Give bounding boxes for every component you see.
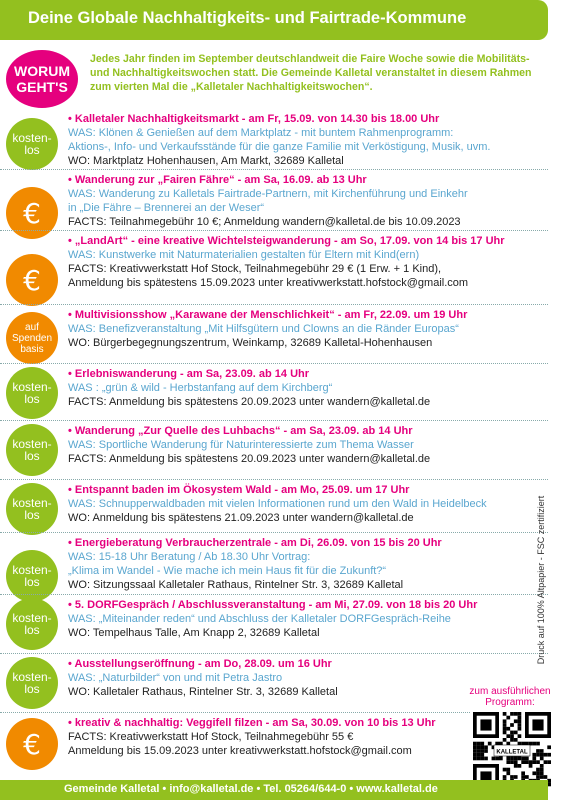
- event-body: [68, 483, 548, 525]
- event-body: [68, 367, 548, 409]
- event-detail-line: FACTS: Anmeldung bis spätestens 20.09.2023 unter wandern@kalletal.de: [68, 396, 431, 408]
- event-detail-line: WAS: Schnupperwaldbaden mit vielen Informationen rund um den Wald in Heidelbeck: [68, 498, 487, 510]
- event-detail-line: WAS: Benefizveranstaltung „Mit Hilfsgütern und Clowns an die Ränder Europas“: [68, 323, 459, 335]
- event-body: [68, 424, 548, 466]
- event-detail-line: WO: Tempelhaus Talle, Am Knapp 2, 32689 Kalletal: [68, 627, 320, 639]
- event-detail-line: WAS: Kunstwerke mit Naturmaterialien gestalten für Eltern mit Kind(ern): [68, 249, 420, 261]
- free-badge: [6, 483, 58, 535]
- euro-icon: [6, 254, 58, 306]
- event-detail-line: Anmeldung bis spätestens 15.09.2023 unter kreativwerkstatt.hofstock@gmail.com: [68, 277, 469, 289]
- event-detail-line: WAS: „Miteinander reden“ und Abschluss der Kalletaler DORFGespräch-Reihe: [68, 613, 451, 625]
- event-body: [68, 308, 548, 350]
- euro-icon: [6, 718, 58, 770]
- event-detail-line: Aktions-, Info- und Verkaufsstände für die ganze Familie mit Verköstigung, Musik, uvm.: [68, 141, 491, 153]
- qr-label-line2: Programm:: [485, 697, 535, 708]
- donation-badge-text: Spenden: [11, 332, 53, 344]
- free-badge-text: kosten-: [12, 563, 52, 577]
- event-title: • 5. DORFGespräch / Abschlussveranstaltung - am Mi, 27.09. von 18 bis 20 Uhr: [68, 599, 478, 611]
- qr-logo-text: KALLETAL: [496, 749, 528, 756]
- free-badge-text: los: [24, 682, 40, 696]
- free-badge-text: los: [24, 143, 40, 157]
- event-divider: [0, 653, 548, 654]
- event-title: • Multivisionsshow „Karawane der Menschlichkeit“ - am Fr, 22.09. um 19 Uhr: [68, 309, 468, 321]
- event-title: • kreativ & nachhaltig: Veggifell filzen - am Sa, 30.09. von 10 bis 13 Uhr: [68, 717, 436, 729]
- event-divider: [0, 230, 548, 231]
- qr-code[interactable]: [470, 712, 554, 790]
- event-detail-line: FACTS: Anmeldung bis spätestens 20.09.2023 unter wandern@kalletal.de: [68, 453, 431, 465]
- event-detail-line: WO: Anmeldung bis spätestens 21.09.2023 unter wandern@kalletal.de: [68, 512, 414, 524]
- event-detail-line: WAS: „Naturbilder“ von und mit Petra Jastro: [68, 672, 283, 684]
- intro-badge-line1: WORUM: [14, 63, 70, 79]
- event-detail-line: WAS: Wanderung zu Kalletals Fairtrade-Partnern, mit Kirchenführung und Einkehr: [68, 188, 468, 200]
- intro-text: Jedes Jahr finden im September deutschlandweit die Faire Woche sowie die Mobilitäts- und Nachhaltigkeitswochen statt. Die Gemeinde Kalletal veranstaltet in diesem Rahmen zum vierten Mal die „Kalletaler Nachhaltigkeitswochen“.: [90, 53, 532, 93]
- free-badge-text: kosten-: [12, 437, 52, 451]
- event-divider: [0, 420, 548, 421]
- footer-bar: [0, 780, 548, 800]
- event-detail-line: FACTS: Kreativwerkstatt Hof Stock, Teilnahmegebühr 29 € (1 Erw. + 1 Kind),: [68, 263, 442, 275]
- free-badge-text: los: [24, 508, 40, 522]
- free-badge: [6, 367, 58, 419]
- event-body: [68, 598, 548, 640]
- qr-label-line1: zum ausführlichen: [469, 686, 551, 697]
- donation-badge-text: auf: [25, 321, 39, 333]
- event-title: • Wanderung „Zur Quelle des Luhbachs“ - am Sa, 23.09. ab 14 Uhr: [68, 425, 413, 437]
- event-title: • Ausstellungseröffnung - am Do, 28.09. um 16 Uhr: [68, 658, 332, 670]
- event-divider: [0, 363, 548, 364]
- event-title: • Entspannt baden im Ökosystem Wald - am Mo, 25.09. um 17 Uhr: [68, 484, 410, 496]
- event-body: [68, 536, 548, 592]
- event-title: • „LandArt“ - eine kreative Wichtelsteigwanderung - am So, 17.09. von 14 bis 17 Uhr: [68, 235, 505, 247]
- event-body: [68, 173, 548, 229]
- euro-icon-text: €: [23, 727, 41, 761]
- free-badge-text: kosten-: [12, 496, 52, 510]
- free-badge: [6, 424, 58, 476]
- free-badge-text: los: [24, 575, 40, 589]
- free-badge-text: los: [24, 449, 40, 463]
- event-detail-line: WO: Bürgerbegegnungszentrum, Weinkamp, 32689 Kalletal-Hohenhausen: [68, 337, 433, 349]
- free-badge-text: los: [24, 623, 40, 637]
- event-divider: [0, 532, 548, 533]
- event-title: • Kalletaler Nachhaltigkeitsmarkt - am Fr, 15.09. von 14.30 bis 18.00 Uhr: [68, 113, 440, 125]
- event-detail-line: FACTS: Teilnahmegebühr 10 €; Anmeldung wandern@kalletal.de bis 10.09.2023: [68, 216, 461, 228]
- event-title: • Energieberatung Verbraucherzentrale - am Di, 26.09. von 15 bis 20 Uhr: [68, 537, 442, 549]
- event-detail-line: in „Die Fähre – Brennerei an der Weser“: [68, 202, 265, 214]
- free-badge-text: kosten-: [12, 670, 52, 684]
- event-detail-line: WAS: Klönen & Genießen auf dem Marktplatz - mit buntem Rahmenprogramm:: [68, 127, 454, 139]
- free-badge-text: kosten-: [12, 131, 52, 145]
- event-divider: [0, 169, 548, 170]
- event-divider: [0, 479, 548, 480]
- footer-contact[interactable]: Gemeinde Kalletal • info@kalletal.de • Tel. 05264/644-0 • www.kalletal.de: [64, 783, 438, 795]
- event-title: • Wanderung zur „Fairen Fähre“ - am Sa, 16.09. ab 13 Uhr: [68, 174, 367, 186]
- euro-icon-text: €: [23, 263, 41, 297]
- donation-badge: [6, 312, 58, 364]
- qr-code-graphic: [470, 712, 554, 790]
- event-detail-line: „Klima im Wandel - Wie mache ich mein Haus fit für die Zukunft?“: [68, 565, 387, 577]
- free-badge-text: kosten-: [12, 611, 52, 625]
- event-divider: [0, 594, 548, 595]
- event-detail-line: WAS: Sportliche Wanderung für Naturinteressierte zum Thema Wasser: [68, 439, 414, 451]
- event-divider: [0, 304, 548, 305]
- header-bar: [0, 0, 548, 40]
- free-badge: [6, 118, 58, 170]
- event-divider: [0, 712, 548, 713]
- page-title: Deine Globale Nachhaltigkeits- und Fairtrade-Kommune: [28, 9, 467, 27]
- event-detail-line: WAS: 15-18 Uhr Beratung / Ab 18.30 Uhr Vortrag:: [68, 551, 311, 563]
- event-detail-line: WO: Marktplatz Hohenhausen, Am Markt, 32689 Kalletal: [68, 155, 344, 167]
- event-body: [68, 234, 548, 290]
- event-detail-line: WO: Kalletaler Rathaus, Rintelner Str. 3, 32689 Kalletal: [68, 686, 338, 698]
- free-badge-text: los: [24, 392, 40, 406]
- free-badge: [6, 657, 58, 709]
- free-badge: [6, 598, 58, 650]
- event-detail-line: WAS : „grün & wild - Herbstanfang auf dem Kirchberg“: [68, 382, 333, 394]
- print-note: [534, 430, 548, 730]
- euro-icon-text: €: [23, 196, 41, 230]
- event-title: • Erlebniswanderung - am Sa, 23.09. ab 14 Uhr: [68, 368, 310, 380]
- event-body: [68, 112, 548, 168]
- event-detail-line: FACTS: Kreativwerkstatt Hof Stock, Teilnahmegebühr 55 €: [68, 731, 354, 743]
- intro-badge: [6, 50, 78, 108]
- print-note-text: Druck auf 100% Altpapier - FSC zertifiziert: [536, 495, 546, 665]
- donation-badge-text: basis: [20, 343, 44, 355]
- event-detail-line: WO: Sitzungssaal Kalletaler Rathaus, Rintelner Str. 3, 32689 Kalletal: [68, 579, 404, 591]
- event-detail-line: Anmeldung bis 15.09.2023 unter kreativwerkstatt.hofstock@gmail.com: [68, 745, 412, 757]
- euro-icon: [6, 187, 58, 239]
- free-badge-text: kosten-: [12, 380, 52, 394]
- qr-label: [462, 686, 558, 708]
- intro-badge-line2: GEHT'S: [16, 79, 68, 95]
